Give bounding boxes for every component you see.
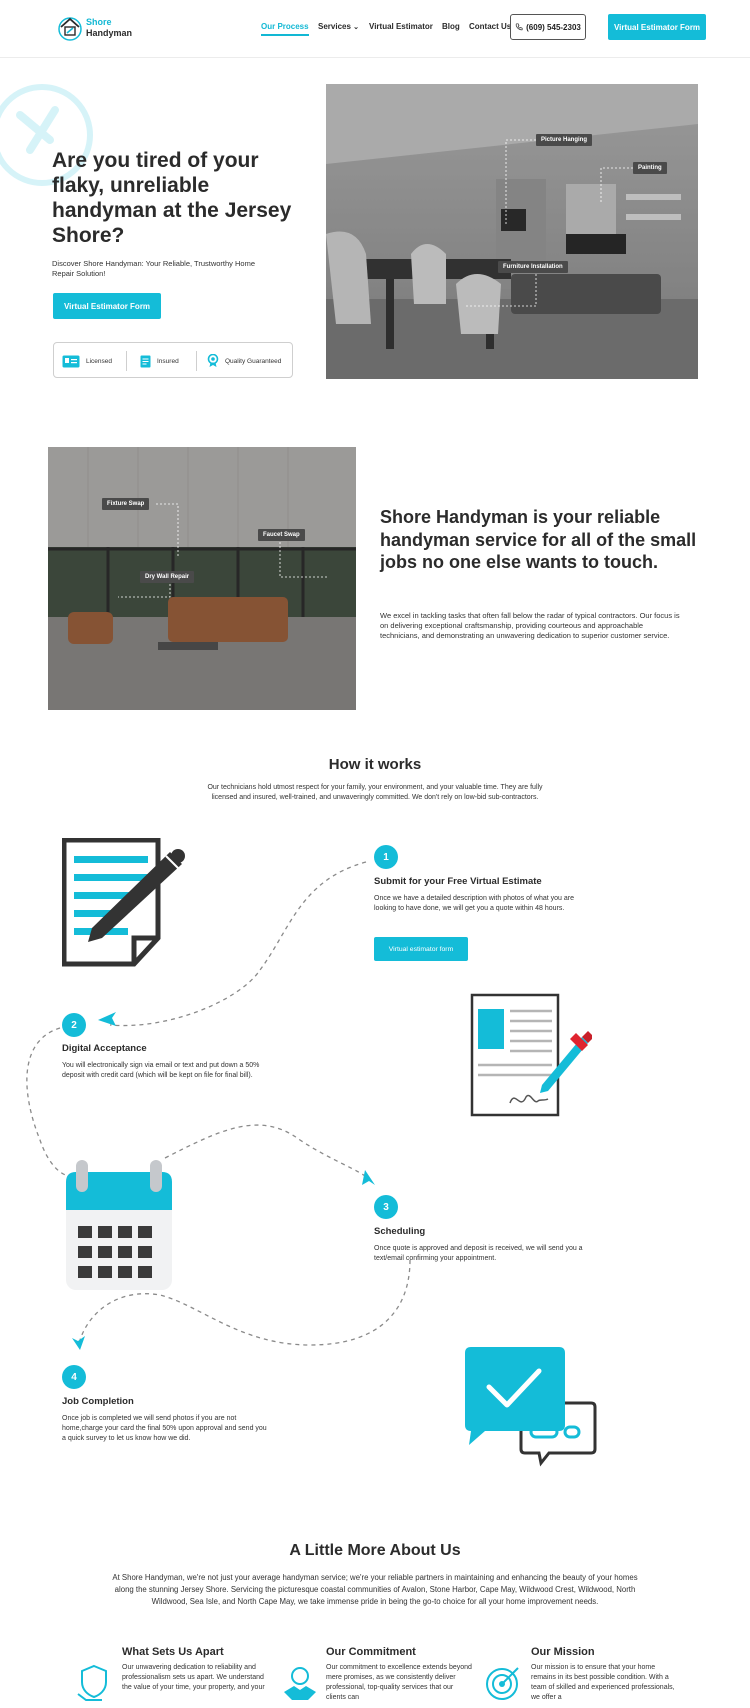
badge-licensed-label: Licensed xyxy=(86,357,113,365)
insured-document-icon xyxy=(140,355,151,368)
logo-text-shore: Shore xyxy=(86,17,112,27)
badge-divider xyxy=(126,351,127,371)
license-card-icon xyxy=(62,355,80,368)
logo-text-handyman: Handyman xyxy=(86,28,133,38)
badge-insured xyxy=(140,353,179,369)
photo-tag-picture-hanging[interactable]: Picture Hanging xyxy=(536,134,592,146)
about-us-description: At Shore Handyman, we're not just your average handyman service; we're your reliable partners in maintaining and enhancing the beauty of your homes along the stunning Jersey Shore. Servicing the picturesque coastal communities of Avalon, Stone Harbor, Cape May, Wildwood Crest, Wildwood, North Wildwood, Sea Isle, and North Cape May, we take immense pride in being the go-to choice for all your home improvement needs. xyxy=(112,1573,638,1606)
nav-virtual-estimator[interactable]: Virtual Estimator xyxy=(369,22,433,31)
badge-insured-label: Insured xyxy=(157,357,179,365)
photo-tag-faucet-swap[interactable]: Faucet Swap xyxy=(258,529,305,541)
tag-connector-lines xyxy=(48,447,356,710)
hero-subtitle: Discover Shore Handyman: Your Reliable, Trustworthy Home Repair Solution! xyxy=(52,259,256,278)
how-it-works-title: How it works xyxy=(328,756,422,773)
top-navigation xyxy=(0,0,750,58)
handshake-icon xyxy=(280,1664,320,1704)
living-room-photo xyxy=(48,447,356,710)
calendar-icon xyxy=(64,1160,174,1292)
badge-quality-label: Quality Guaranteed xyxy=(225,357,282,365)
nav-services-label: Services xyxy=(318,22,351,31)
section-reliable-title: Shore Handyman is your reliable handyman service for all of the small jobs no one else wants to touch. xyxy=(380,507,697,572)
badge-licensed xyxy=(62,353,112,369)
nav-blog[interactable]: Blog xyxy=(442,22,460,31)
tag-connector-lines xyxy=(326,84,698,379)
col-our-mission-title: Our Mission xyxy=(531,1646,595,1658)
step-4-description: Once job is completed we will send photos if you are not home,charge your card the final 50% upon approval and send you a quick survey to let us know how we did. xyxy=(62,1415,267,1442)
section-reliable-description: We excel in tackling tasks that often fall below the radar of typical contractors. Our focus is on delivering exceptional craftsmanship, providing courteous and approachable technicians, and demonstrating an unwavering dedication to superior customer service. xyxy=(380,611,680,640)
about-us-title: A Little More About Us xyxy=(289,1542,461,1559)
signed-contract-icon xyxy=(470,993,592,1118)
photo-tag-fixture-swap[interactable]: Fixture Swap xyxy=(102,498,149,510)
target-icon xyxy=(484,1662,524,1702)
step-3-number: 3 xyxy=(374,1195,398,1219)
hero-interior-photo xyxy=(326,84,698,379)
hand-shield-icon xyxy=(76,1664,112,1704)
completed-checkmark-chat-icon xyxy=(465,1347,599,1467)
step-4-title: Job Completion xyxy=(62,1396,134,1407)
photo-tag-painting[interactable]: Painting xyxy=(633,162,667,174)
phone-number: (609) 545-2303 xyxy=(526,22,581,32)
nav-contact-us[interactable]: Contact Us xyxy=(469,22,512,31)
hero-title: Are you tired of your flaky, unreliable handyman at the Jersey Shore? xyxy=(52,149,292,247)
trust-badges xyxy=(53,342,293,378)
badge-divider xyxy=(196,351,197,371)
step-3-title: Scheduling xyxy=(374,1226,426,1237)
col-our-commitment-title: Our Commitment xyxy=(326,1646,416,1658)
step-1-title: Submit for your Free Virtual Estimate xyxy=(374,876,542,887)
phone-button[interactable] xyxy=(510,14,586,40)
step-1-virtual-estimator-button[interactable]: Virtual estimator form xyxy=(374,937,468,961)
step-4-number: 4 xyxy=(62,1365,86,1389)
badge-quality xyxy=(207,353,281,369)
step-2-description: You will electronically sign via email or text and put down a 50% deposit with credit card (which will be kept on file for final bill). xyxy=(62,1062,260,1079)
hero-virtual-estimator-button[interactable]: Virtual Estimator Form xyxy=(53,293,161,319)
step-3-description: Once quote is approved and deposit is received, we will send you a text/email confirming your appointment. xyxy=(374,1245,583,1262)
col-what-sets-us-apart-title: What Sets Us Apart xyxy=(122,1646,224,1658)
col-what-sets-us-apart-desc: Our unwavering dedication to reliability and professionalism sets us apart. We understand the value of your time, your property, and your xyxy=(122,1664,265,1691)
step-1-description: Once we have a detailed description with photos of what you are looking to have done, we will get you a quote within 48 hours. xyxy=(374,895,575,912)
nav-services[interactable] xyxy=(318,22,359,31)
logo-house-icon xyxy=(56,14,84,42)
chevron-down-icon: ⌄ xyxy=(353,24,360,31)
nav-virtual-estimator-button[interactable]: Virtual Estimator Form xyxy=(608,14,706,40)
phone-icon xyxy=(515,23,523,31)
photo-tag-dry-wall-repair[interactable]: Dry Wall Repair xyxy=(140,571,194,583)
quality-award-icon xyxy=(207,354,219,368)
step-1-number: 1 xyxy=(374,845,398,869)
nav-our-process[interactable]: Our Process xyxy=(261,22,309,36)
col-our-commitment-desc: Our commitment to excellence extends beyond mere promises, as we consistently deliver professional, top-quality services that our clients can xyxy=(326,1664,472,1701)
how-it-works-description: Our technicians hold utmost respect for your family, your environment, and your valuable time. They are fully licensed and insured, well-trained, and unwaveringly committed. We don't rely on low-bid sub-contractors. xyxy=(207,784,543,801)
logo[interactable] xyxy=(56,14,136,42)
photo-tag-furniture-installation[interactable]: Furniture Installation xyxy=(498,261,568,273)
col-our-mission-desc: Our mission is to ensure that your home remains in its best possible condition. With a team of skilled and experienced professionals, we offer a xyxy=(531,1664,675,1701)
step-2-number: 2 xyxy=(62,1013,86,1037)
document-pencil-icon xyxy=(62,838,190,968)
step-2-title: Digital Acceptance xyxy=(62,1043,147,1054)
